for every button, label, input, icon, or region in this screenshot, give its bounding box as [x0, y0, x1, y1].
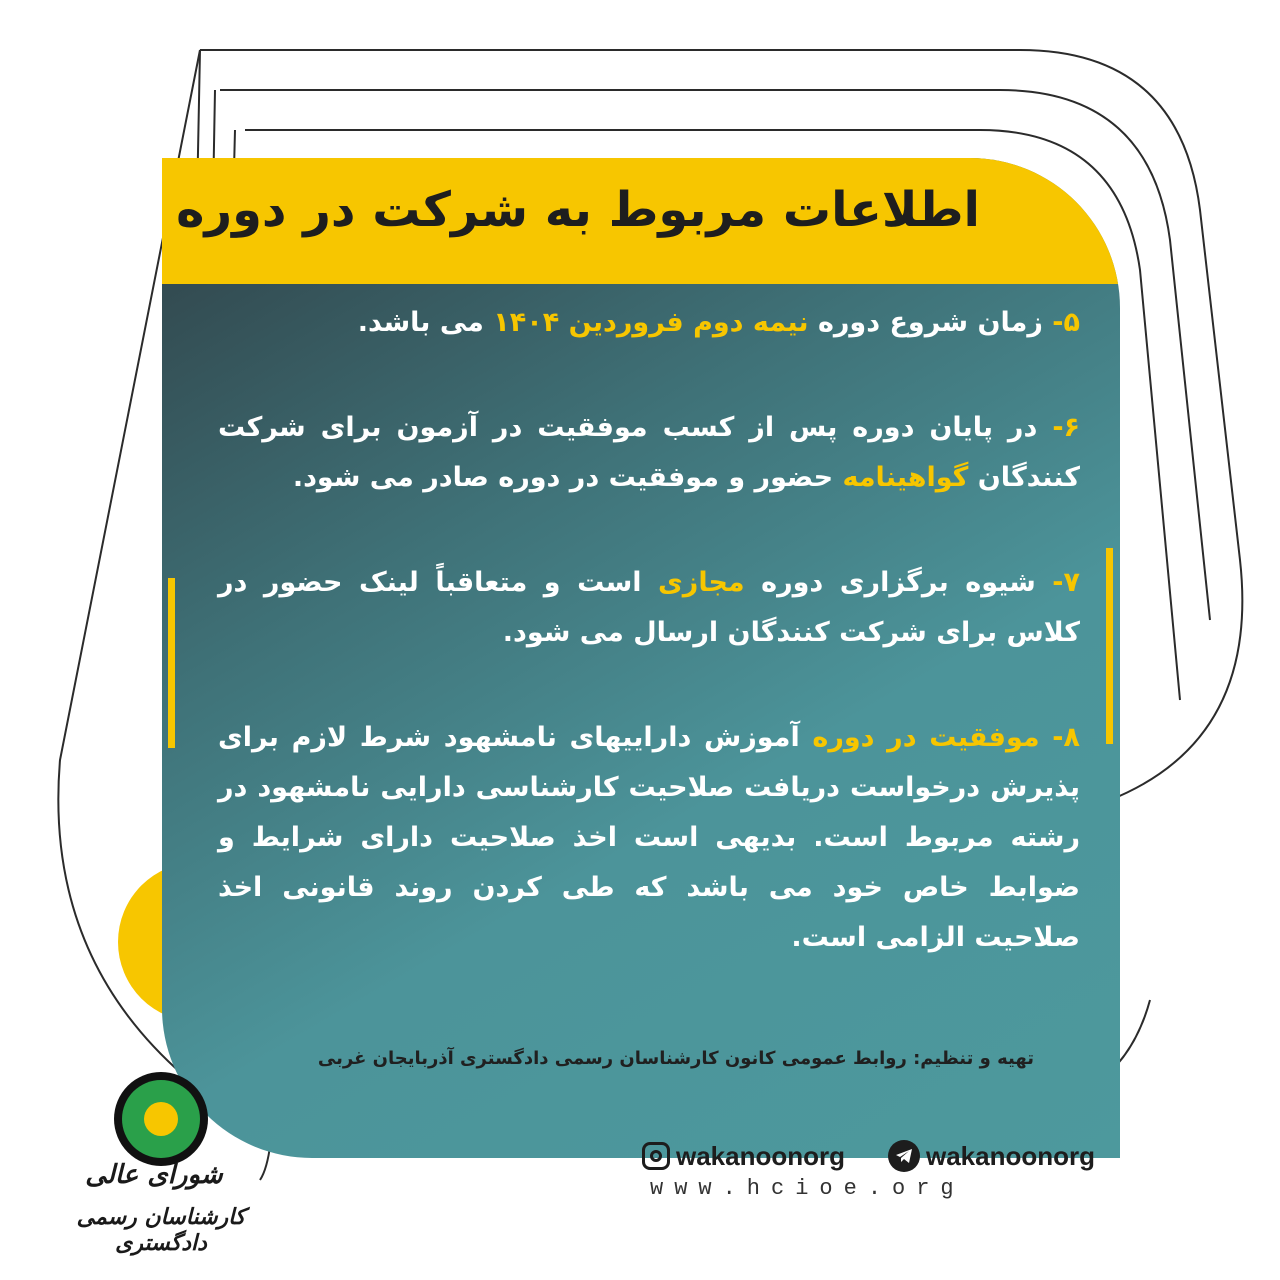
telegram-handle[interactable]: [888, 1138, 1095, 1174]
item-text: حضور و موفقیت در دوره صادر می شود.: [292, 462, 843, 493]
page-title: اطلاعات مربوط به شرکت در دوره: [176, 182, 980, 238]
item-number: ۸-: [1052, 722, 1080, 753]
telegram-handle-text: wakanoonorg: [926, 1140, 1096, 1171]
item-highlight: گواهینامه: [842, 462, 969, 493]
instagram-handle-text: wakanoonorg: [676, 1140, 846, 1171]
item-text: آموزش داراییهای نامشهود شرط لازم برای پذیرش درخواست دریافت صلاحیت کارشناسی دارایی نامشهود در رشته مربوط است. بدیهی است اخذ صلاحیت دارای شرایط و ضوابط خاص خود می باشد که طی کردن روند قانونی اخذ صلاحیت الزامی است.: [218, 722, 1080, 953]
title-bar: [162, 158, 1120, 284]
item-text: در پایان دوره پس از کسب موفقیت در آزمون برای شرکت کنندگان: [218, 412, 1080, 493]
accent-bar-right: [1106, 548, 1113, 744]
item-text: می باشد.: [357, 307, 494, 338]
item-highlight: موفقیت در دوره: [812, 722, 1040, 753]
website-link[interactable]: www.hcioe.org: [650, 1176, 965, 1201]
instagram-icon: [642, 1142, 670, 1170]
item-highlight: نیمه دوم فروردین ۱۴۰۴: [493, 307, 809, 338]
item-text: است و متعاقباً لینک حضور در کلاس برای شرکت کنندگان ارسال می شود.: [218, 567, 1080, 648]
info-card: [162, 158, 1120, 1158]
logo-emblem-icon: [114, 1072, 208, 1166]
item-text: شیوه برگزاری دوره: [744, 567, 1036, 598]
info-item-5: [218, 298, 1080, 348]
item-number: ۷-: [1052, 567, 1080, 598]
item-text: زمان شروع دوره: [808, 307, 1043, 338]
accent-bar-left: [168, 578, 175, 748]
item-highlight: مجازی: [658, 567, 745, 598]
info-content: [218, 298, 1080, 1018]
info-item-6: [218, 403, 1080, 503]
logo-subtitle: کارشناسان رسمی دادگستری: [76, 1204, 246, 1256]
logo-title: شورای عالی: [85, 1160, 223, 1190]
info-item-8: [218, 713, 1080, 963]
item-number: ۶-: [1052, 412, 1081, 443]
credit-text: تهیه و تنظیم: روابط عمومی کانون کارشناسان رسمی دادگستری آذربایجان غربی: [317, 1048, 1034, 1069]
telegram-icon: [888, 1140, 920, 1172]
instagram-handle[interactable]: [642, 1138, 845, 1174]
info-item-7: [218, 558, 1080, 658]
item-number: ۵-: [1052, 307, 1080, 338]
